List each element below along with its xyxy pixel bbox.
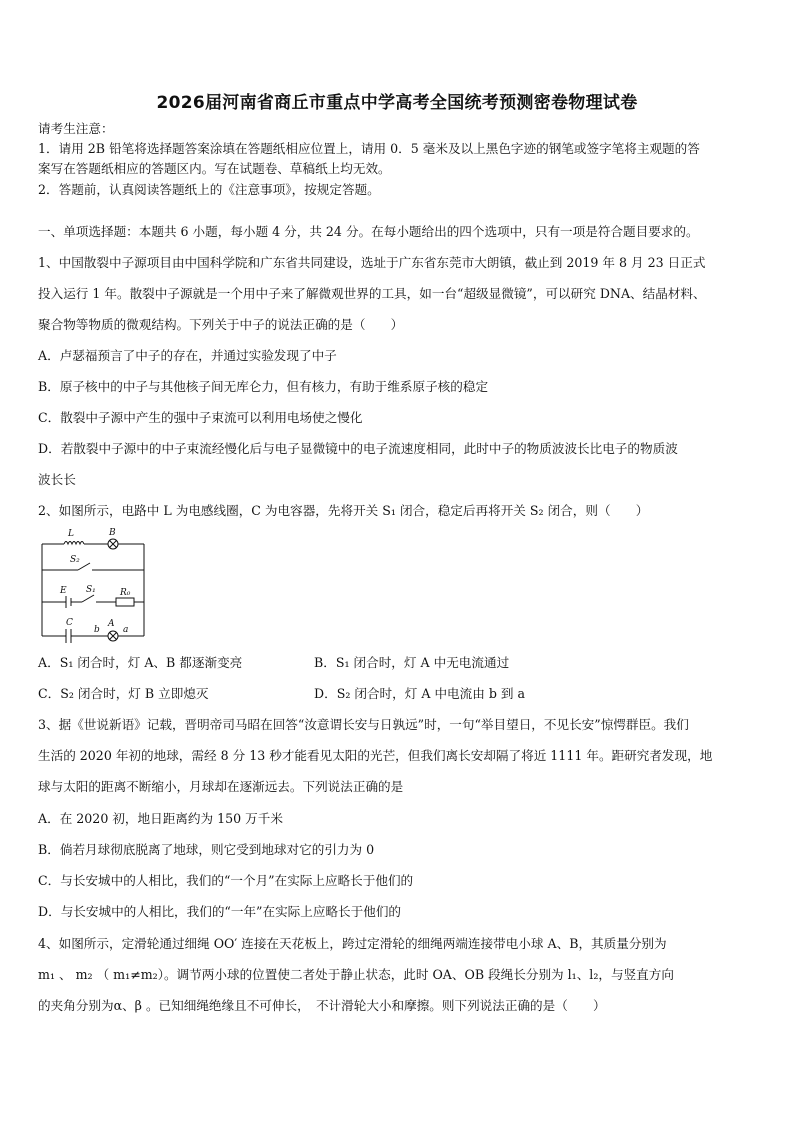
q2-circuit-diagram xyxy=(38,522,158,644)
notice-item-1: 1．请用 2B 铅笔将选择题答案涂填在答题纸相应位置上，请用 0．5 毫米及以上黑色字迹的钢笔或签字笔将主观题的答 xyxy=(38,141,700,156)
q3-option-a: A．在 2020 初，地日距离约为 150 万千米 xyxy=(38,811,283,826)
label-c: C xyxy=(66,618,73,628)
q4-stem-line-3: 的夹角分别为α、β 。已知细绳绝缘且不可伸长， 不计滑轮大小和摩擦。则下列说法正确的是（ ） xyxy=(38,998,606,1013)
label-e: E xyxy=(60,586,67,596)
q4-stem-line-1: 4、如图所示，定滑轮通过细绳 OO′ 连接在天花板上，跨过定滑轮的细绳两端连接带电小球 A、B，其质量分别为 xyxy=(38,936,667,951)
q2-stem: 2、如图所示，电路中 L 为电感线圈，C 为电容器，先将开关 S₁ 闭合，稳定后再将开关 S₂ 闭合，则（ ） xyxy=(38,503,649,518)
label-l: L xyxy=(68,529,74,539)
section-heading: 一、单项选择题：本题共 6 小题，每小题 4 分，共 24 分。在每小题给出的四个选项中，只有一项是符合题目要求的。 xyxy=(38,224,699,239)
q1-option-c: C．散裂中子源中产生的强中子束流可以利用电场使之慢化 xyxy=(38,410,363,425)
q4-stem-line-2: m₁ 、 m₂ （ m₁≠m₂）。调节两小球的位置使二者处于静止状态，此时 OA、OB 段绳长分别为 l₁、l₂，与竖直方向 xyxy=(38,967,674,982)
label-a-lamp: A xyxy=(108,619,115,629)
q1-option-b: B．原子核中的中子与其他核子间无库仑力，但有核力，有助于维系原子核的稳定 xyxy=(38,379,489,394)
label-s2: S₂ xyxy=(70,555,80,565)
q2-option-b: B．S₁ 闭合时，灯 A 中无电流通过 xyxy=(314,655,510,670)
label-r0: R₀ xyxy=(120,588,131,598)
q1-option-d-cont: 波长长 xyxy=(38,472,76,487)
q2-option-d: D．S₂ 闭合时，灯 A 中电流由 b 到 a xyxy=(314,686,525,701)
notice-heading: 请考生注意： xyxy=(38,121,114,136)
q3-stem-line-2: 生活的 2020 年初的地球，需经 8 分 13 秒才能看见太阳的光芒，但我们离长安却隔了将近 1111 年。距研究者发现，地 xyxy=(38,748,713,763)
label-a-terminal: a xyxy=(123,625,129,635)
notice-item-2: 2．答题前，认真阅读答题纸上的《注意事项》，按规定答题。 xyxy=(38,182,380,197)
q1-option-a: A．卢瑟福预言了中子的存在，并通过实验发现了中子 xyxy=(38,348,337,363)
q3-option-d: D．与长安城中的人相比，我们的“一年”在实际上应略长于他们的 xyxy=(38,904,402,919)
exam-title: 2026届河南省商丘市重点中学高考全国统考预测密卷物理试卷 xyxy=(156,93,638,113)
q3-stem-line-1: 3、据《世说新语》记载，晋明帝司马昭在回答“汝意谓长安与日孰远”时，一句“举目望日，不见长安”惊愕群臣。我们 xyxy=(38,717,689,732)
notice-item-1-cont: 案写在答题纸相应的答题区内。写在试题卷、草稿纸上均无效。 xyxy=(38,161,391,176)
q3-option-b: B．倘若月球彻底脱离了地球，则它受到地球对它的引力为 0 xyxy=(38,842,375,857)
label-s1: S₁ xyxy=(86,585,96,595)
label-b-terminal: b xyxy=(94,625,100,635)
q1-option-d: D．若散裂中子源中的中子束流经慢化后与电子显微镜中的电子流速度相同，此时中子的物质波波长比电子的物质波 xyxy=(38,441,678,456)
q1-stem-line-2: 投入运行 1 年。散裂中子源就是一个用中子来了解微观世界的工具，如一台“超级显微镜”，可以研究 DNA、结晶材料、 xyxy=(38,286,706,301)
q1-stem-line-1: 1、中国散裂中子源项目由中国科学院和广东省共同建设，选址于广东省东莞市大朗镇，截止到 2019 年 8 月 23 日正式 xyxy=(38,255,706,270)
q3-stem-line-3: 球与太阳的距离不断缩小，月球却在逐渐远去。下列说法正确的是 xyxy=(38,779,404,794)
q3-option-c: C．与长安城中的人相比，我们的“一个月”在实际上应略长于他们的 xyxy=(38,873,414,888)
q2-option-a: A．S₁ 闭合时，灯 A、B 都逐渐变亮 xyxy=(38,655,243,670)
label-b: B xyxy=(109,528,116,538)
q1-stem-line-3: 聚合物等物质的微观结构。下列关于中子的说法正确的是（ ） xyxy=(38,317,404,332)
q2-option-c: C．S₂ 闭合时，灯 B 立即熄灭 xyxy=(38,686,209,701)
